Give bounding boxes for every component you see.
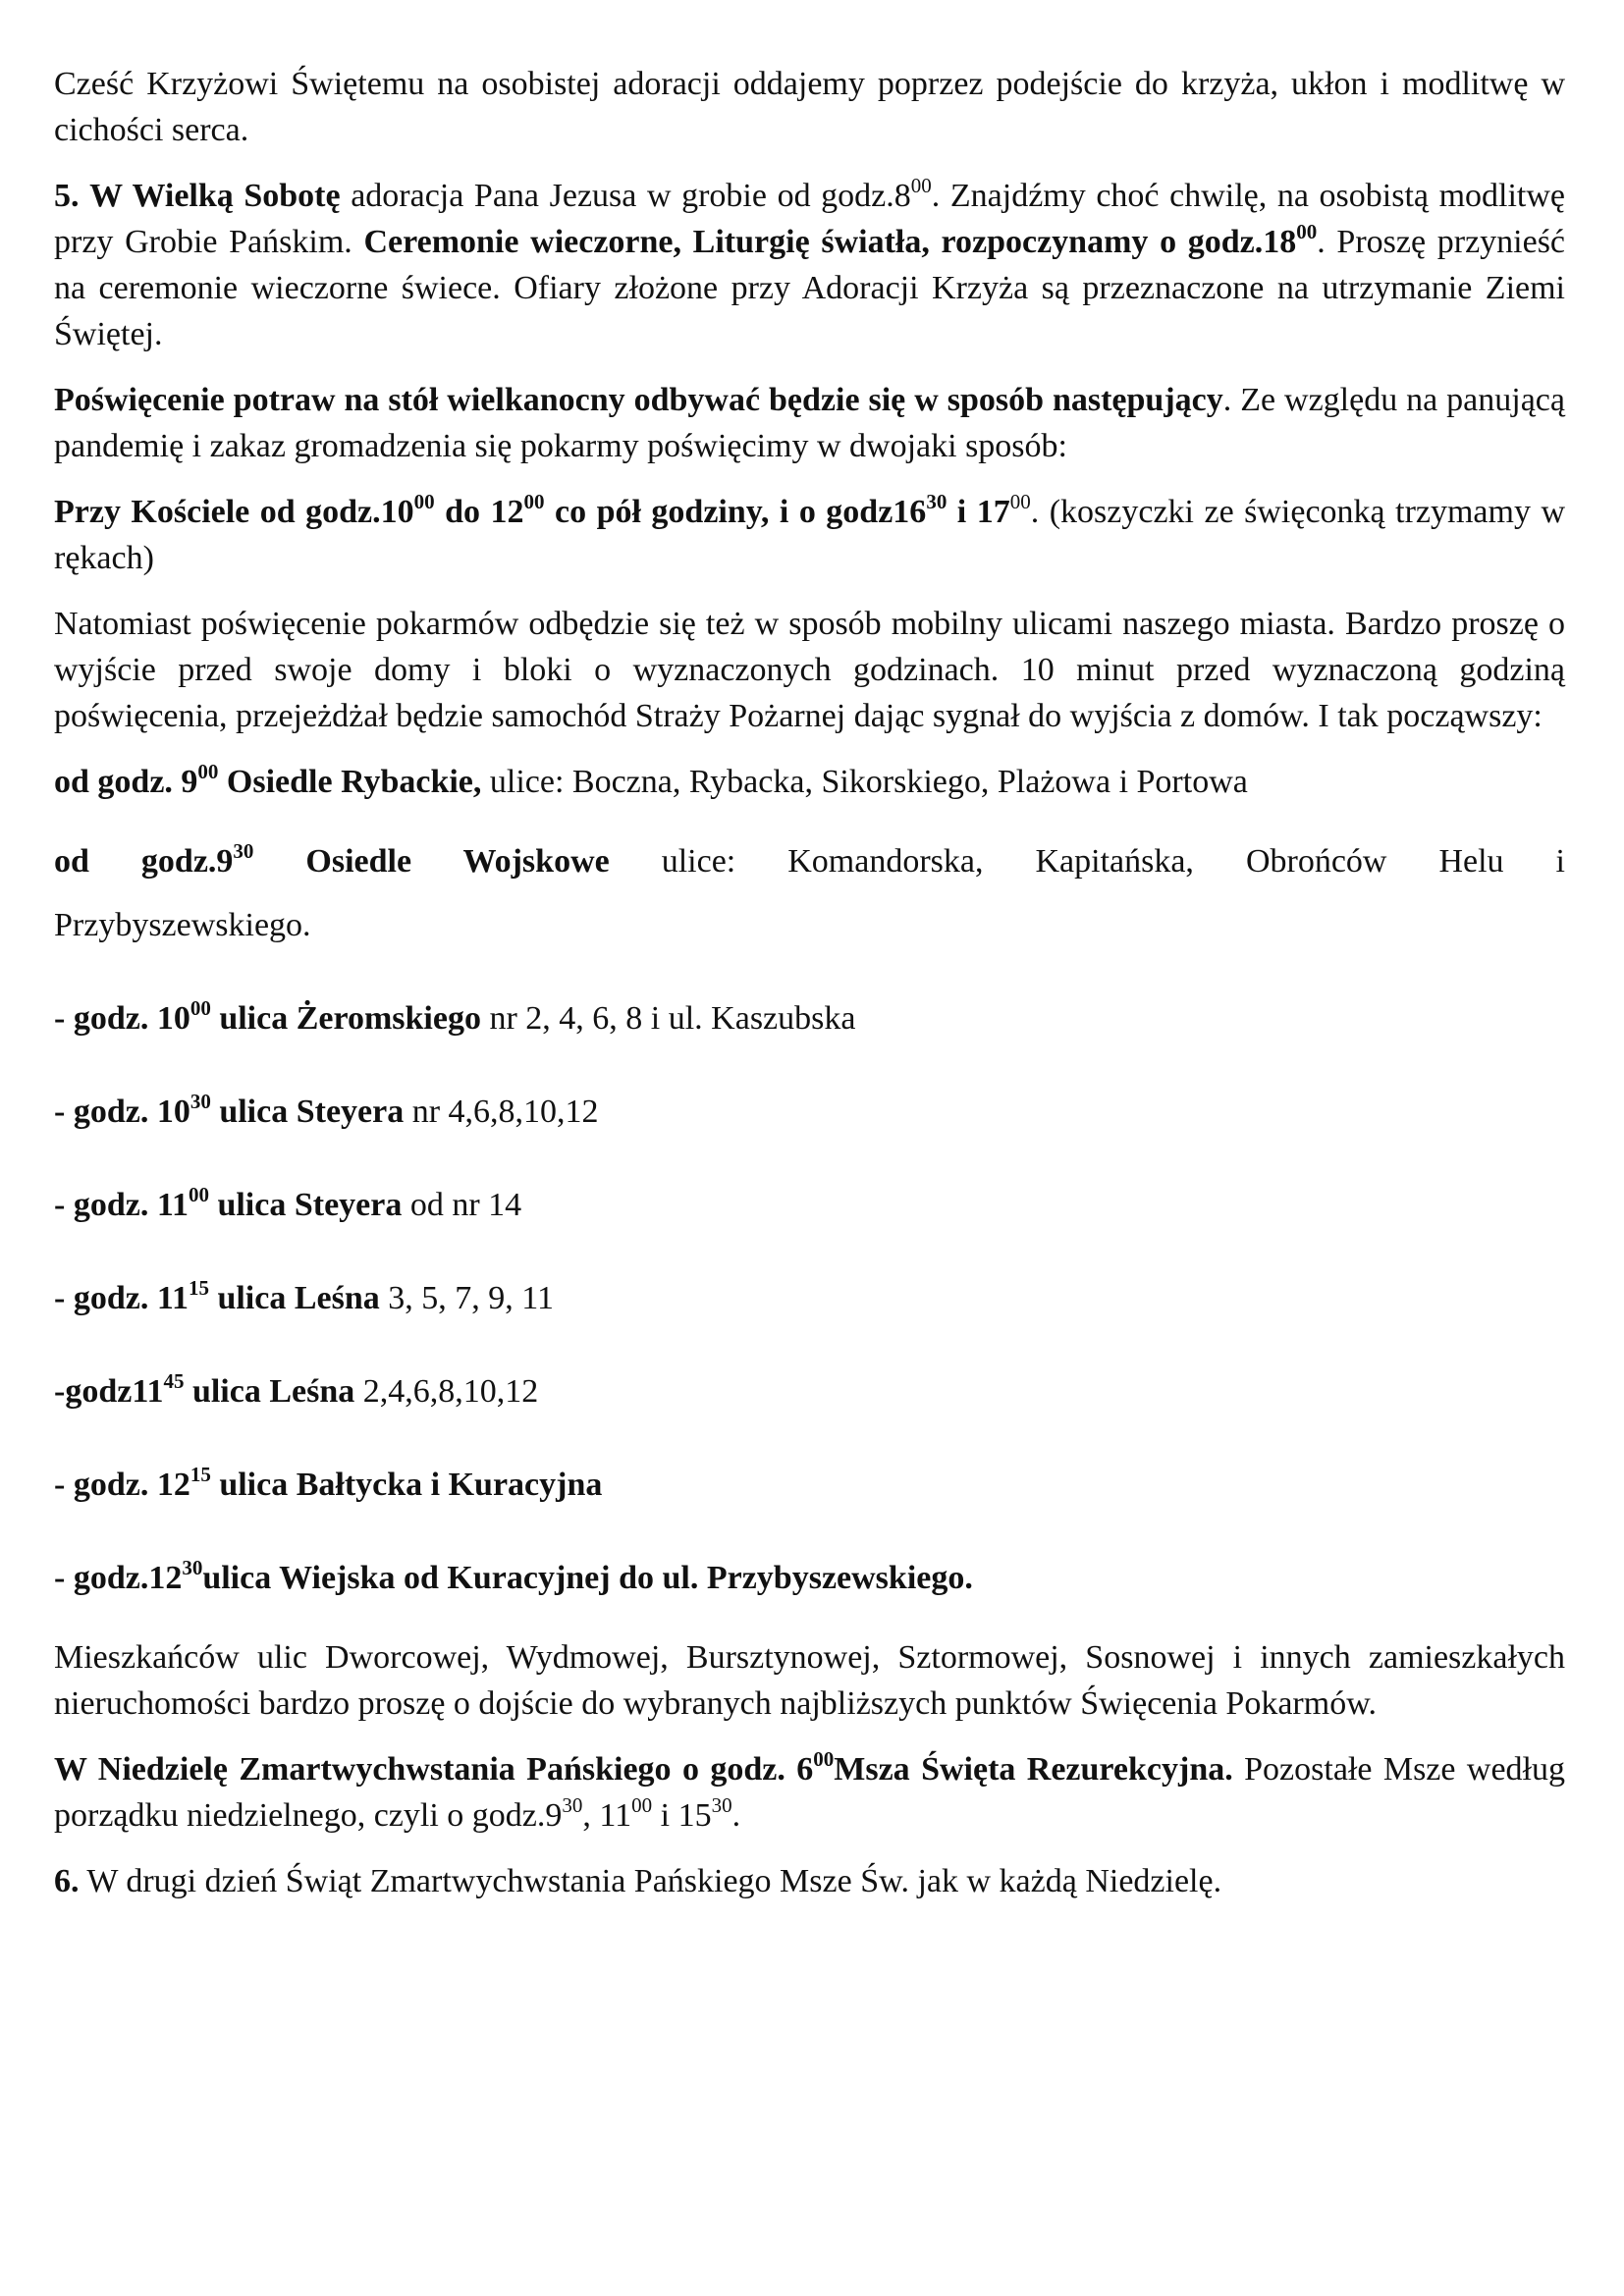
schedule-row: - godz. $11^{15}$ ulica Leśna 3, 5, 7, 9, 11 (54, 1276, 555, 1316)
blessing-heading: Poświęcenie potraw na stół wielkanocny odbywać będzie się w sposób następujący (54, 382, 1223, 418)
item-number: 6. (54, 1863, 80, 1899)
schedule-row: - godz. $10^{30}$ ulica Steyera nr 4,6,8,10,12 (54, 1090, 599, 1130)
church-blessing-paragraph: Przy Kościele od $godz.10^{00}$ do $12^{00}$ co pół godziny, i o $godz16^{30}$ i $17^{00}$. (koszyczki ze święconką trzymamy w rękach) (54, 490, 1566, 576)
blessing-intro-paragraph: Poświęcenie potraw na stół wielkanocny odbywać będzie się w sposób następujący. Ze względu na panującą pandemię i zakaz gromadzenia się pokarmy poświęcimy w dwojaki sposób: (54, 382, 1565, 464)
evening-ceremony-text: Ceremonie wieczorne, Liturgię światła, rozpoczynamy o godz.18 (363, 224, 1297, 260)
schedule-row: $-godz11^{45}$ ulica Leśna 2,4,6,8,10,12 (54, 1369, 539, 1410)
resurrection-mass-text: Msza Święta Rezurekcyjna. (834, 1751, 1233, 1788)
schedule-row: - godz. $10^{00}$ ulica Żeromskiego nr 2, 4, 6, 8 i ul. Kaszubska (54, 996, 856, 1037)
district-name: Osiedle Rybackie, (218, 764, 482, 800)
schedule-row: - godz. $12^{15}$ ulica Bałtycka i Kuracyjna (54, 1463, 603, 1503)
schedule-row: - $godz.12^{30}ulica$ Wiejska od Kuracyjnej do ul. Przybyszewskiego. (54, 1556, 973, 1596)
easter-sunday-paragraph: W Niedzielę Zmartwychwstania Pańskiego o godz. $6^{00}Msza$ Święta Rezurekcyjna. Pozostałe Msze według porządku niedzielnego, czyli o $godz.9^{30}$, $11^{00}$ i $15^{30}$. (54, 1747, 1565, 1834)
easter-monday-paragraph: 6. W drugi dzień Świąt Zmartwychwstania Pańskiego Msze Św. jak w każdą Niedzielę. (54, 1863, 1222, 1899)
item-number: 5. (54, 178, 80, 214)
schedule-rybackie: od godz. $9^{00}$ Osiedle Rybackie, ulice: Boczna, Rybacka, Sikorskiego, Plażowa i Portowa (54, 760, 1248, 800)
residents-paragraph: Mieszkańców ulic Dworcowej, Wydmowej, Bursztynowej, Sztormowej, Sosnowej i innych zamieszkałych nieruchomości bardzo proszę o dojście do wybranych najbliższych punktów Święcenia Pokarmów. (54, 1639, 1565, 1722)
holy-saturday-heading: W Wielką Sobotę (89, 178, 341, 214)
intro-paragraph: Cześć Krzyżowi Świętemu na osobistej adoracji oddajemy poprzez podejście do krzyża, ukłon i modlitwę w cichości serca. (54, 66, 1565, 148)
holy-saturday-paragraph: 5. W Wielką Sobotę adoracja Pana Jezusa w grobie od $godz.8^{00}$. Znajdźmy choć chwilę, na osobistą modlitwę przy Grobie Pańskim. Ceremonie wieczorne, Liturgię światła, rozpoczynamy o $godz.18^{00}$. Proszę przynieść na ceremonie wieczorne świece. Ofiary złożone przy Adoracji Krzyża są przeznaczone na utrzymanie Ziemi Świętej. (54, 174, 1566, 352)
mobile-blessing-paragraph: Natomiast poświęcenie pokarmów odbędzie się też w sposób mobilny ulicami naszego miasta. Bardzo proszę o wyjście przed swoje domy i bloki o wyznaczonych godzinach. 10 minut przed wyznaczoną godziną poświęcenia, przejeżdżał będzie samochód Straży Pożarnej dając sygnał do wyjścia z domów. I tak począwszy: (54, 606, 1565, 734)
schedule-wojskowe: od $godz.9^{30}$ Osiedle Wojskowe ulice: Komandorska, Kapitańska, Obrońców Helu i Przybyszewskiego. (54, 839, 1566, 943)
district-name: Osiedle Wojskowe (253, 843, 610, 880)
schedule-row: - godz. $11^{00}$ ulica Steyera od nr 14 (54, 1183, 522, 1223)
